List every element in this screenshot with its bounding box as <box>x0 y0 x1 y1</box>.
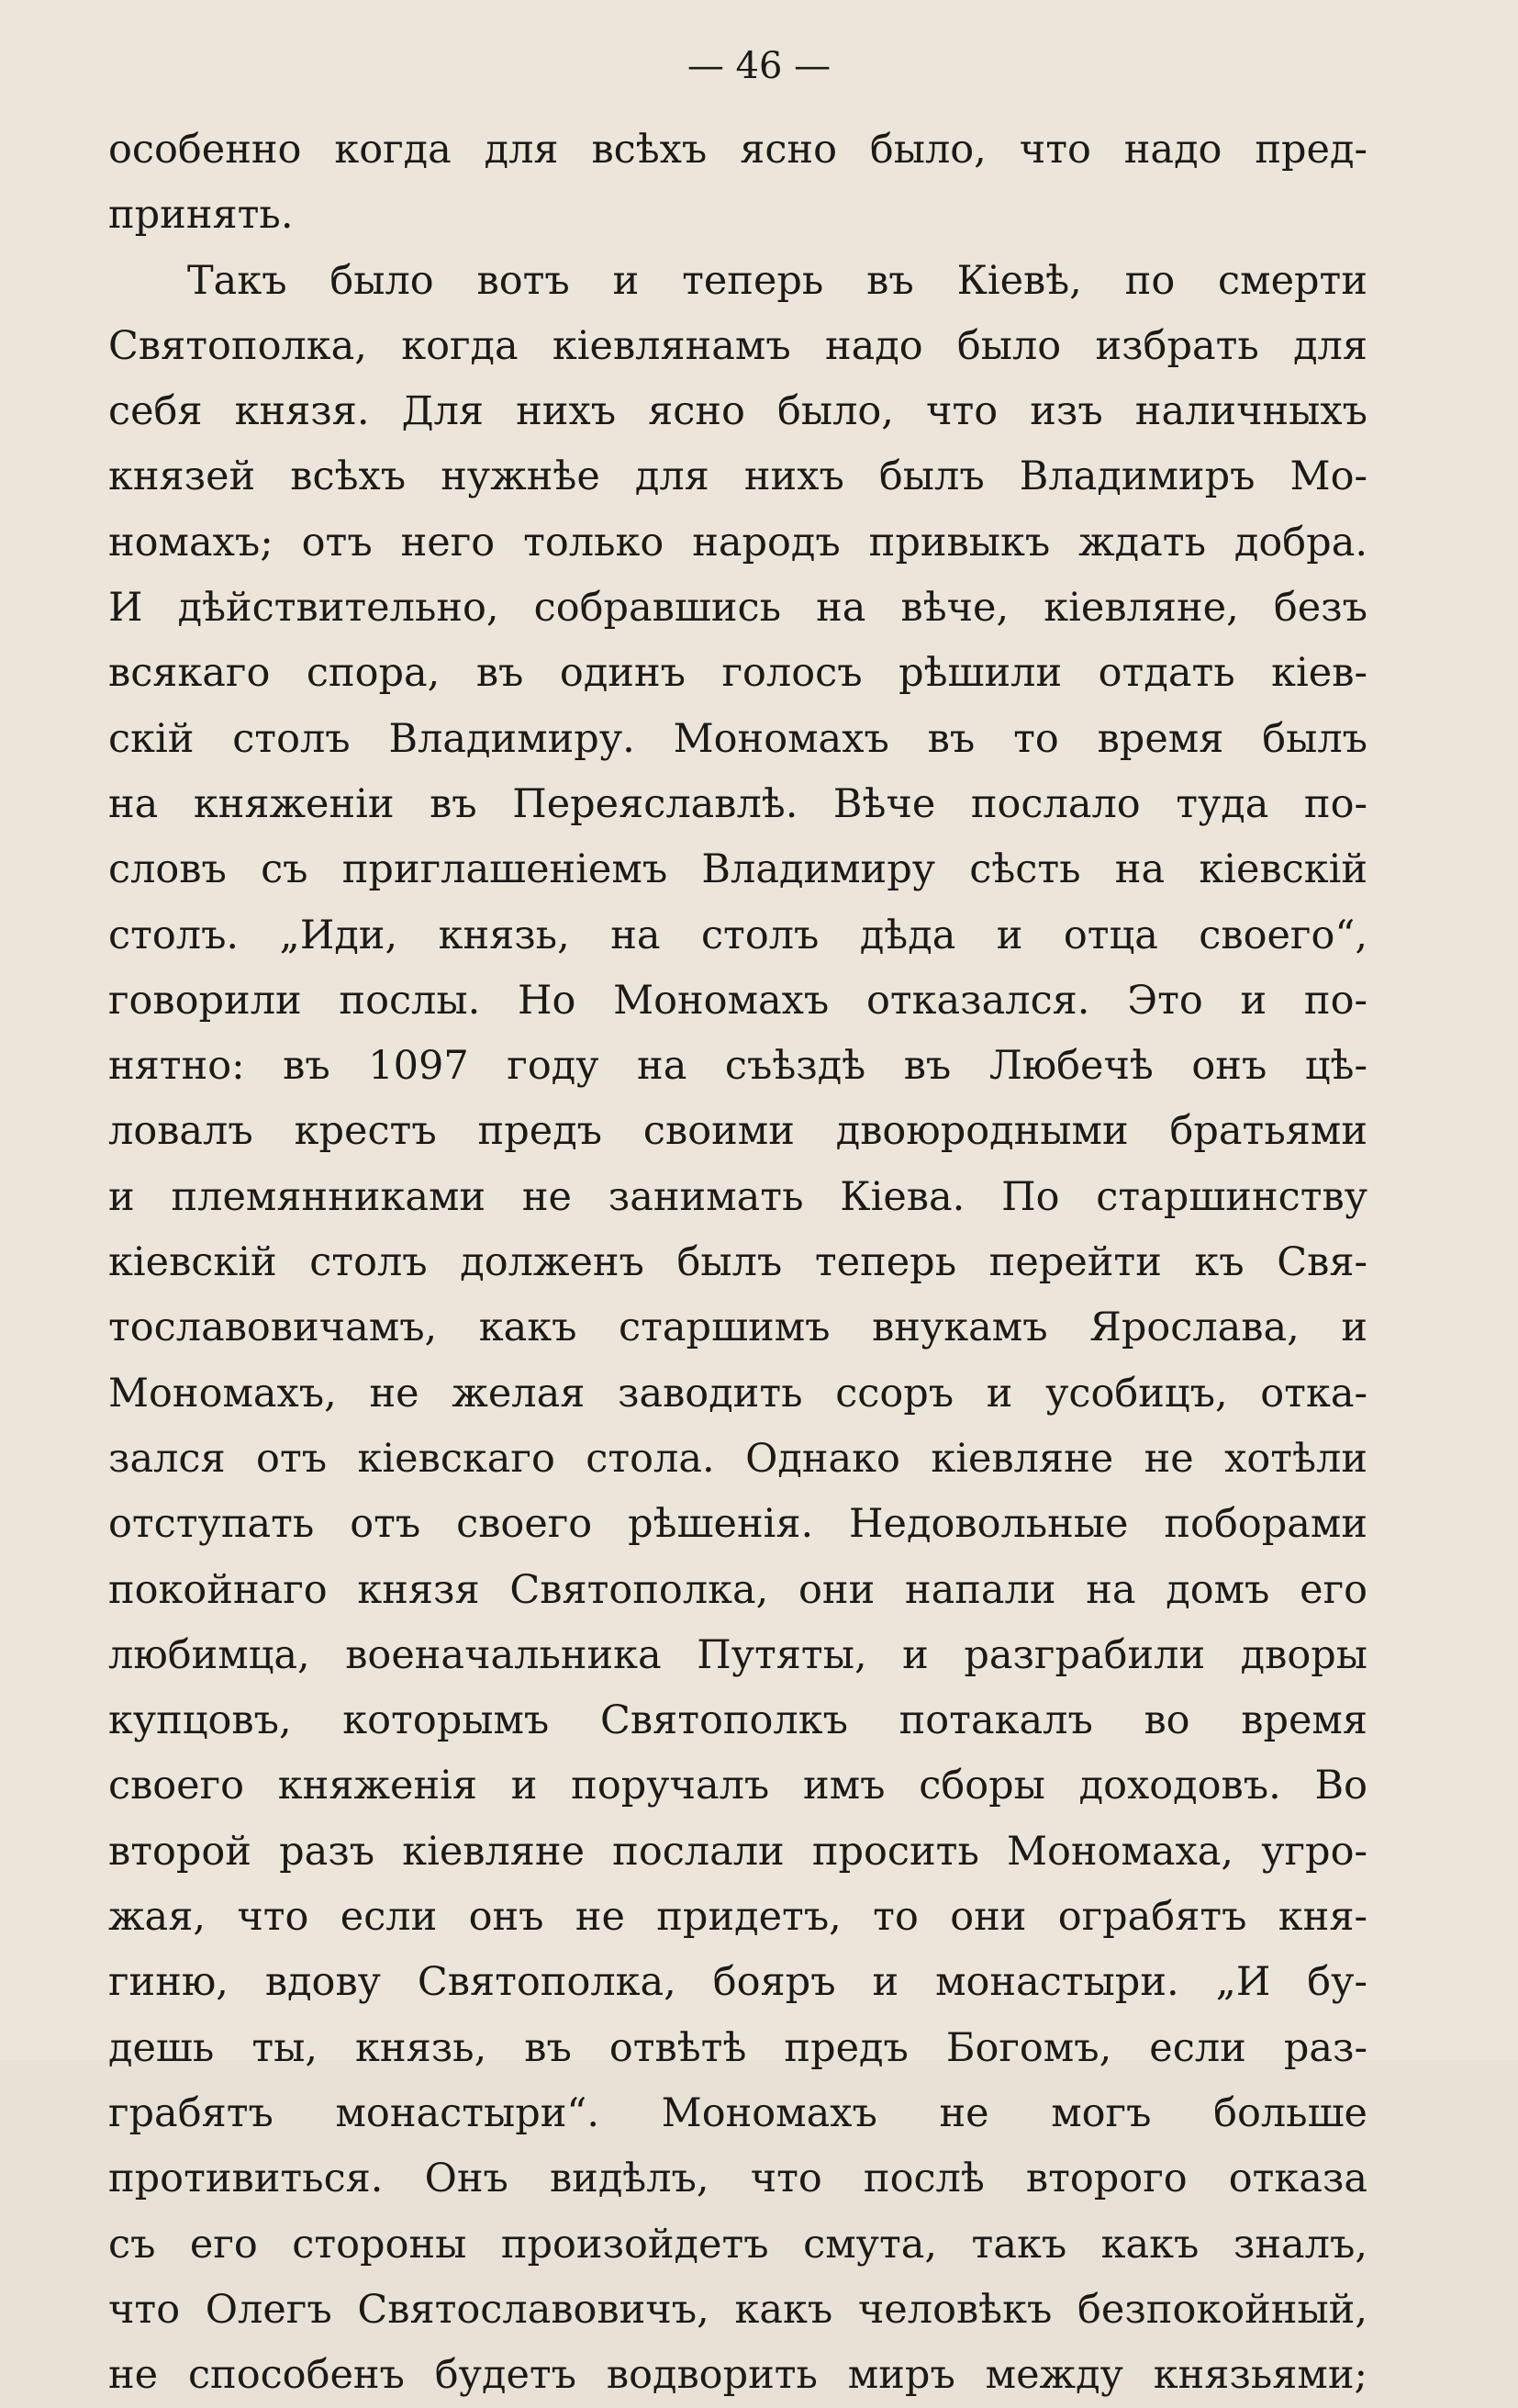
text-line: гиню, вдову Святополка, бояръ и монастыри. „И бу- <box>108 1959 1367 2006</box>
text-line: тославовичамъ, какъ старшимъ внукамъ Ярослава, и <box>108 1305 1367 1351</box>
text-line: противиться. Онъ видѣлъ, что послѣ второго отказа <box>108 2156 1367 2202</box>
text-line: своего княженія и поручалъ имъ сборы доходовъ. Во <box>108 1763 1367 1809</box>
text-line: особенно когда для всѣхъ ясно было, что надо пред- <box>108 127 1367 173</box>
text-line: номахъ; отъ него только народъ привыкъ ждать добра. <box>108 519 1367 566</box>
text-line: грабятъ монастыри“. Мономахъ не могъ больше <box>108 2089 1367 2136</box>
text-line: ловалъ крестъ предъ своими двоюродными братьями <box>108 1108 1367 1155</box>
text-line: всякаго спора, въ одинъ голосъ рѣшили отдать кіев- <box>108 650 1367 697</box>
text-line: второй разъ кіевляне послали просить Мономаха, угро- <box>108 1828 1367 1875</box>
text-line: кіевскій столъ долженъ былъ теперь перейти къ Свя- <box>108 1239 1367 1286</box>
text-line: столъ. „Иди, князь, на столъ дѣда и отца своего“, <box>108 912 1367 958</box>
text-line: зался отъ кіевскаго стола. Однако кіевляне не хотѣли <box>108 1435 1367 1482</box>
text-line: жая, что если онъ не придетъ, то они ограбятъ кня- <box>108 1894 1367 1941</box>
text-line: себя князя. Для нихъ ясно было, что изъ наличныхъ <box>108 388 1367 435</box>
text-line: скій столъ Владимиру. Мономахъ въ то время былъ <box>108 715 1367 762</box>
text-line: и племянниками не занимать Кіева. По старшинству <box>108 1173 1367 1220</box>
body-text <box>108 118 1367 2408</box>
text-line: съ его стороны произойдетъ смута, такъ какъ зналъ, <box>108 2221 1367 2268</box>
text-line: дешь ты, князь, въ отвѣтѣ предъ Богомъ, если раз- <box>108 2024 1367 2071</box>
text-line: купцовъ, которымъ Святополкъ потакалъ во время <box>108 1697 1367 1744</box>
text-line: князей всѣхъ нужнѣе для нихъ былъ Владимиръ Мо- <box>108 454 1367 500</box>
text-line: покойнаго князя Святополка, они напали на домъ его <box>108 1566 1367 1613</box>
text-line: Такъ было вотъ и теперь въ Кіевѣ, по смерти <box>187 257 1367 304</box>
text-line: словъ съ приглашеніемъ Владимиру сѣсть на кіевскій <box>108 846 1367 893</box>
text-line: Мономахъ, не желая заводить ссоръ и усобицъ, отка- <box>108 1370 1367 1417</box>
text-line: на княженіи въ Переяславлѣ. Вѣче послало туда по- <box>108 780 1367 827</box>
text-line: Святополка, когда кіевлянамъ надо было избрать для <box>108 322 1367 369</box>
text-line: любимца, военачальника Путяты, и разграбили дворы <box>108 1631 1367 1678</box>
text-line: нятно: въ 1097 году на съѣздѣ въ Любечѣ онъ цѣ- <box>108 1043 1367 1090</box>
text-line: отступать отъ своего рѣшенія. Недовольные поборами <box>108 1501 1367 1548</box>
text-line: принять. <box>108 192 294 239</box>
page-number: — 46 — <box>686 45 832 87</box>
text-line: не способенъ будетъ водворить миръ между князьями; <box>108 2352 1367 2399</box>
text-line: говорили послы. Но Мономахъ отказался. Это и по- <box>108 977 1367 1024</box>
text-line: И дѣйствительно, собравшись на вѣче, кіевляне, безъ <box>108 585 1367 632</box>
text-line: что Олегъ Святославовичъ, какъ человѣкъ безпокойный, <box>108 2286 1367 2333</box>
